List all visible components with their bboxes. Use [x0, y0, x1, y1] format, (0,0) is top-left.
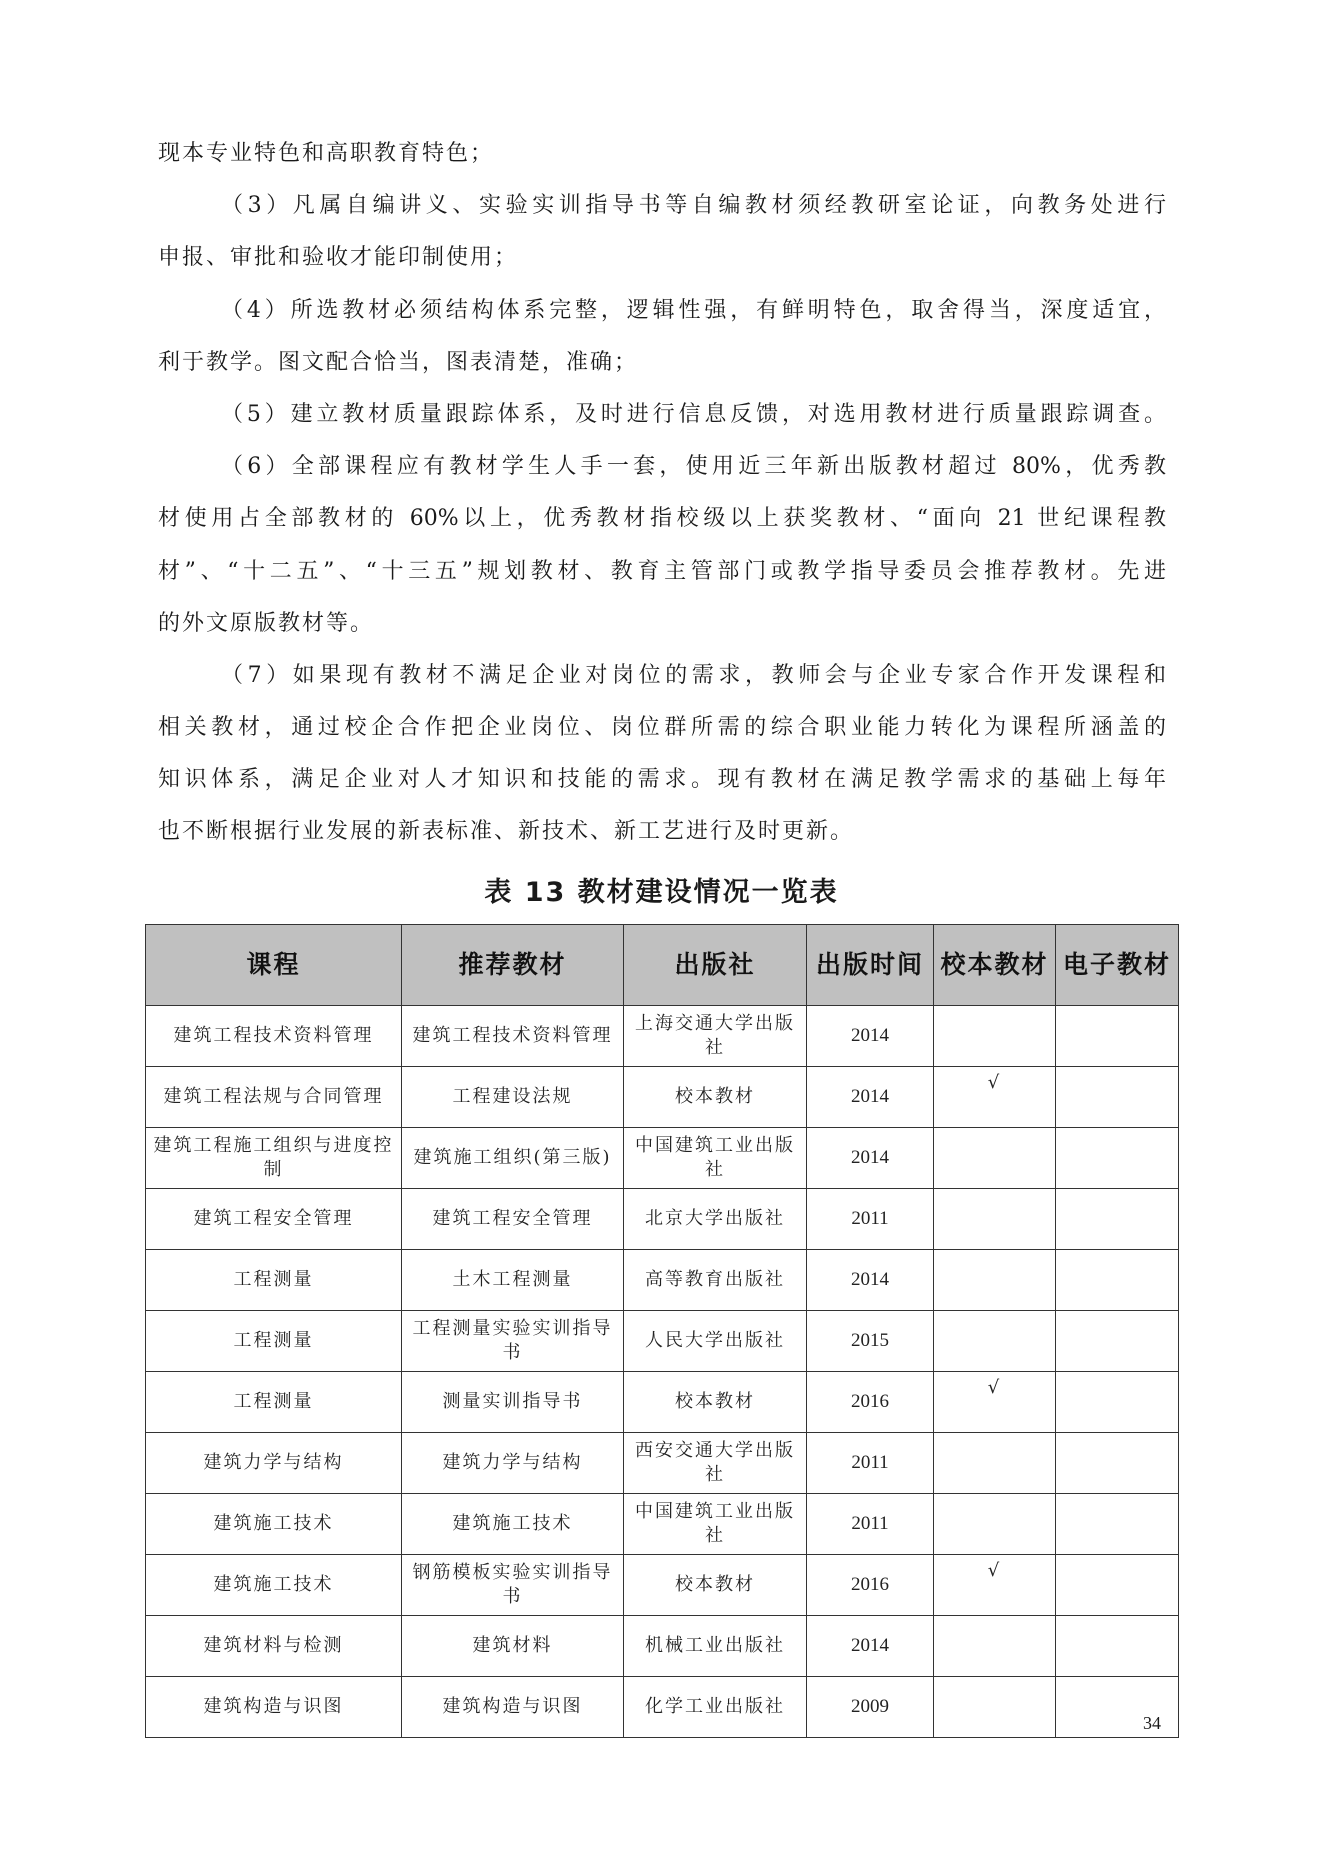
cell-course: 建筑构造与识图: [146, 1677, 402, 1738]
page-number: 34: [1143, 1713, 1161, 1733]
cell-year: 2011: [807, 1189, 934, 1250]
cell-year: 2014: [807, 1128, 934, 1189]
cell-school-textbook: [934, 1677, 1056, 1738]
cell-publisher: 西安交通大学出版社: [624, 1433, 807, 1494]
cell-course: 建筑工程技术资料管理: [146, 1006, 402, 1067]
cell-publisher: 校本教材: [624, 1555, 807, 1616]
paragraph-line: 相关教材，通过校企合作把企业岗位、岗位群所需的综合职业能力转化为课程所涵盖的: [158, 715, 1166, 741]
cell-textbook: 建筑工程技术资料管理: [402, 1006, 624, 1067]
table-row: [146, 1128, 1179, 1189]
table-row: [146, 1250, 1179, 1311]
table-row: [146, 1067, 1179, 1128]
cell-school-textbook: [934, 1250, 1056, 1311]
cell-textbook: 土木工程测量: [402, 1250, 624, 1311]
cell-year: 2009: [807, 1677, 934, 1738]
cell-publisher: 化学工业出版社: [624, 1677, 807, 1738]
cell-year: 2014: [807, 1250, 934, 1311]
cell-electronic-textbook: [1056, 1189, 1179, 1250]
paragraph-line: 现本专业特色和高职教育特色；: [158, 141, 495, 166]
cell-school-textbook: [934, 1189, 1056, 1250]
cell-course: 建筑工程施工组织与进度控制: [146, 1128, 402, 1189]
cell-year: 2011: [807, 1433, 934, 1494]
header-year: 出版时间: [807, 925, 934, 1006]
cell-school-textbook: [934, 1616, 1056, 1677]
cell-course: 工程测量: [146, 1250, 402, 1311]
cell-school-textbook: [934, 1006, 1056, 1067]
paragraph-line: 也不断根据行业发展的新表标准、新技术、新工艺进行及时更新。: [158, 819, 855, 845]
table-row: [146, 1494, 1179, 1555]
cell-electronic-textbook: [1056, 1372, 1179, 1433]
check-mark-icon: √: [934, 1067, 1056, 1128]
cell-textbook: 建筑材料: [402, 1616, 624, 1677]
paragraph-line: （3）凡属自编讲义、实验实训指导书等自编教材须经教研室论证，向教务处进行: [221, 193, 1166, 219]
textbook-table: [145, 924, 1179, 1738]
cell-course: 建筑力学与结构: [146, 1433, 402, 1494]
cell-publisher: 北京大学出版社: [624, 1189, 807, 1250]
paragraph-line: （6）全部课程应有教材学生人手一套，使用近三年新出版教材超过 80%，优秀教: [221, 454, 1166, 480]
paragraph-line: 利于教学。图文配合恰当，图表清楚，准确；: [158, 349, 639, 375]
cell-publisher: 人民大学出版社: [624, 1311, 807, 1372]
cell-course: 建筑材料与检测: [146, 1616, 402, 1677]
header-textbook: 推荐教材: [402, 925, 624, 1006]
cell-publisher: 校本教材: [624, 1372, 807, 1433]
cell-course: 建筑工程安全管理: [146, 1189, 402, 1250]
paragraph-line: （7）如果现有教材不满足企业对岗位的需求，教师会与企业专家合作开发课程和: [221, 662, 1166, 688]
cell-electronic-textbook: [1056, 1128, 1179, 1189]
paragraph-line: 材”、“十二五”、“十三五”规划教材、教育主管部门或教学指导委员会推荐教材。先进: [158, 558, 1166, 584]
cell-year: 2011: [807, 1494, 934, 1555]
body-text: [158, 128, 1166, 859]
cell-textbook: 工程测量实验实训指导书: [402, 1311, 624, 1372]
table-header-row: [146, 925, 1179, 1006]
table-row: [146, 1616, 1179, 1677]
cell-textbook: 建筑力学与结构: [402, 1433, 624, 1494]
cell-textbook: 工程建设法规: [402, 1067, 624, 1128]
cell-textbook: 测量实训指导书: [402, 1372, 624, 1433]
cell-year: 2016: [807, 1555, 934, 1616]
cell-course: 工程测量: [146, 1311, 402, 1372]
cell-publisher: 高等教育出版社: [624, 1250, 807, 1311]
paragraph-line: 的外文原版教材等。: [158, 610, 375, 636]
header-course: 课程: [146, 925, 402, 1006]
cell-electronic-textbook: [1056, 1250, 1179, 1311]
cell-publisher: 机械工业出版社: [624, 1616, 807, 1677]
cell-electronic-textbook: [1056, 1616, 1179, 1677]
table-row: [146, 1372, 1179, 1433]
cell-electronic-textbook: [1056, 1006, 1179, 1067]
table-row: [146, 1433, 1179, 1494]
cell-electronic-textbook: [1056, 1311, 1179, 1372]
cell-textbook: 钢筋模板实验实训指导书: [402, 1555, 624, 1616]
cell-textbook: 建筑工程安全管理: [402, 1189, 624, 1250]
cell-textbook: 建筑构造与识图: [402, 1677, 624, 1738]
cell-publisher: 中国建筑工业出版社: [624, 1494, 807, 1555]
paragraph-line: 申报、审批和验收才能印制使用；: [158, 245, 519, 271]
cell-textbook: 建筑施工技术: [402, 1494, 624, 1555]
check-mark-icon: √: [934, 1555, 1056, 1616]
cell-course: 工程测量: [146, 1372, 402, 1433]
cell-course: 建筑施工技术: [146, 1494, 402, 1555]
table-row: [146, 1006, 1179, 1067]
cell-school-textbook: [934, 1311, 1056, 1372]
cell-electronic-textbook: [1056, 1067, 1179, 1128]
cell-year: 2014: [807, 1006, 934, 1067]
paragraph-line: 知识体系，满足企业对人才知识和技能的需求。现有教材在满足教学需求的基础上每年: [158, 767, 1166, 793]
cell-course: 建筑施工技术: [146, 1555, 402, 1616]
header-publisher: 出版社: [624, 925, 807, 1006]
cell-electronic-textbook: [1056, 1555, 1179, 1616]
table-title: 表 13 教材建设情况一览表: [484, 877, 839, 908]
cell-year: 2015: [807, 1311, 934, 1372]
cell-publisher: 校本教材: [624, 1067, 807, 1128]
cell-school-textbook: [934, 1494, 1056, 1555]
cell-textbook: 建筑施工组织(第三版): [402, 1128, 624, 1189]
cell-year: 2014: [807, 1616, 934, 1677]
header-electronic-textbook: 电子教材: [1056, 925, 1179, 1006]
table-row: [146, 1311, 1179, 1372]
header-school-textbook: 校本教材: [934, 925, 1056, 1006]
cell-publisher: 上海交通大学出版社: [624, 1006, 807, 1067]
paragraph-line: （5）建立教材质量跟踪体系，及时进行信息反馈，对选用教材进行质量跟踪调查。: [221, 401, 1166, 427]
cell-electronic-textbook: [1056, 1494, 1179, 1555]
check-mark-icon: √: [934, 1372, 1056, 1433]
table-row: [146, 1555, 1179, 1616]
cell-publisher: 中国建筑工业出版社: [624, 1128, 807, 1189]
cell-school-textbook: [934, 1433, 1056, 1494]
cell-year: 2016: [807, 1372, 934, 1433]
cell-course: 建筑工程法规与合同管理: [146, 1067, 402, 1128]
paragraph-line: （4）所选教材必须结构体系完整，逻辑性强，有鲜明特色，取舍得当，深度适宜，: [221, 297, 1166, 323]
paragraph-line: 材使用占全部教材的 60%以上，优秀教材指校级以上获奖教材、“面向 21 世纪课程教: [158, 506, 1166, 532]
table-row: [146, 1677, 1179, 1738]
cell-year: 2014: [807, 1067, 934, 1128]
cell-school-textbook: [934, 1128, 1056, 1189]
table-row: [146, 1189, 1179, 1250]
cell-electronic-textbook: [1056, 1433, 1179, 1494]
